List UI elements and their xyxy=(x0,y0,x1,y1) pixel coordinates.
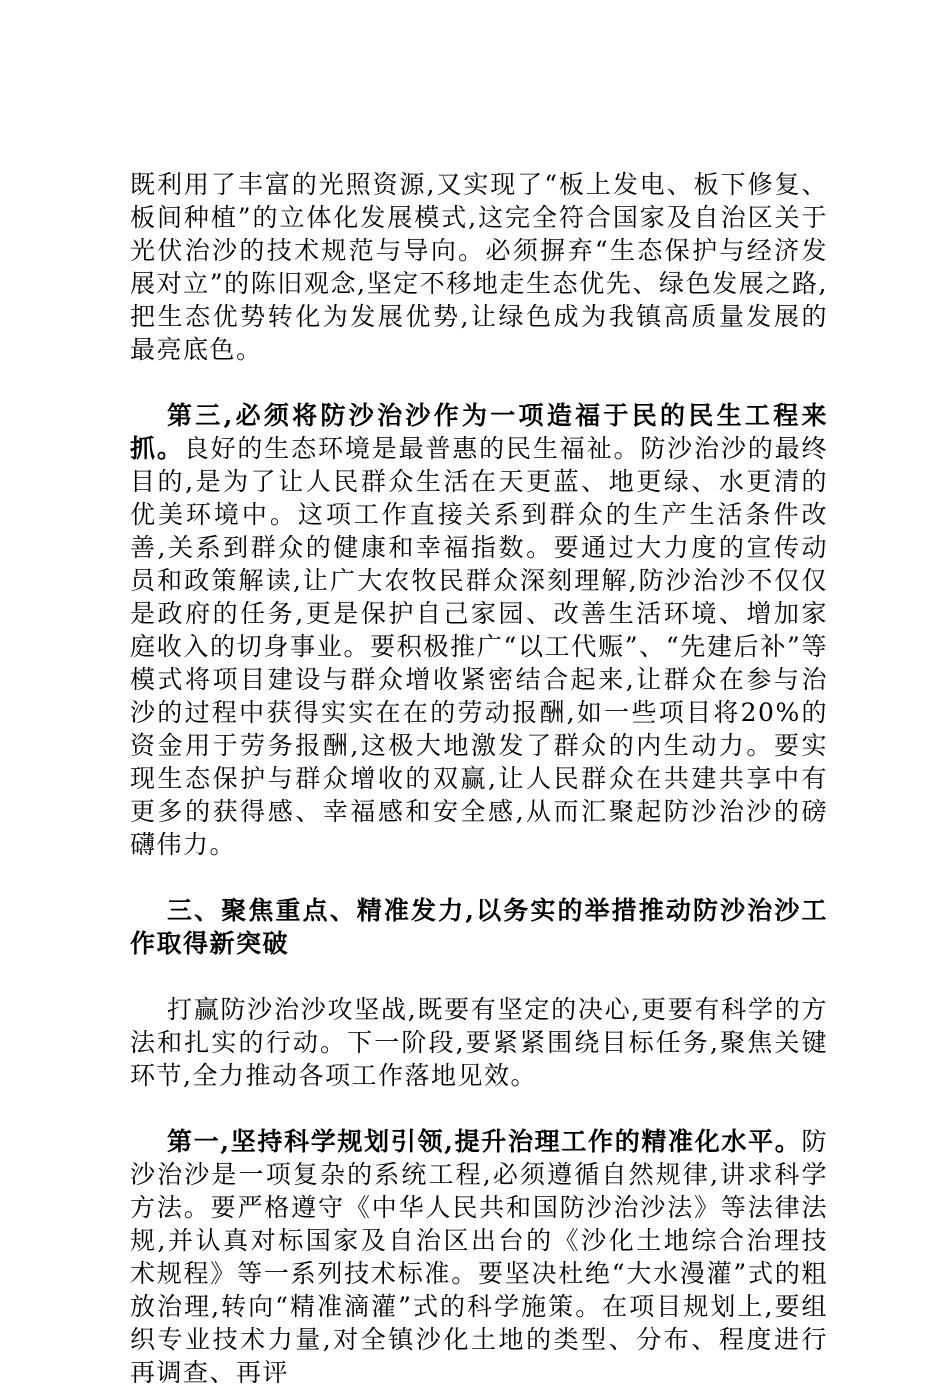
paragraph-body-text: 良好的生态环境是最普惠的民生福祉。防沙治沙的最终目的,是为了让人民群众生活在天更蓝、地更绿、水更清的优美环境中。这项工作直接关系到群众的生产生活条件改善,关系到群众的健康和幸福指数。要通过大力度的宣传动员和政策解读,让广大农牧民群众深刻理解,防沙治沙不仅仅是政府的任务,更是保护自己家园、改善生活环境、增加家庭收入的切身事业。要积极推广“以工代赈”、“先建后补”等模式将项目建设与群众增收紧密结合起来,让群众在参与治沙的过程中获得实实在在的劳动报酬,如一些项目将20%的资金用于劳务报酬,这极大地激发了群众的内生动力。要实现生态保护与群众增收的双赢,让人民群众在共建共享中有更多的获得感、幸福感和安全感,从而汇聚起防沙治沙的磅礴伟力。 xyxy=(130,434,828,859)
paragraph-body-text: 防沙治沙是一项复杂的系统工程,必须遵循自然规律,讲求科学方法。要严格遵守《中华人民共和国防沙治沙法》等法律法规,并认真对标国家及自治区出台的《沙化土地综合治理技术规程》等一系列技术标准。要坚决杜绝“大水漫灌”式的粗放治理,转向“精准滴灌”式的科学施策。在项目规划上,要组织专业技术力量,对全镇沙化土地的类型、分布、程度进行再调查、再评 xyxy=(130,1127,828,1387)
paragraph-lead-sentence: 第三,必须将防沙治沙作为一项造福于民的民生工程来抓。 xyxy=(130,401,828,463)
paragraph-continuation: 既利用了丰富的光照资源,又实现了“板上发电、板下修复、板间种植”的立体化发展模式,这完全符合国家及自治区关于光伏治沙的技术规范与导向。必须摒弃“生态保护与经济发展对立”的陈旧观念,坚定不移地走生态优先、绿色发展之路,把生态优势转化为发展优势,让绿色成为我镇高质量发展的最亮底色。 xyxy=(130,170,828,364)
section-heading-three: 三、聚焦重点、精准发力,以务实的举措推动防沙治沙工作取得新突破 xyxy=(130,896,828,958)
paragraph-lead-sentence: 第一,坚持科学规划引领,提升治理工作的精准化水平。 xyxy=(167,1127,802,1156)
paragraph-first-point xyxy=(130,1125,828,1389)
document-page xyxy=(130,168,828,1389)
paragraph-third-point xyxy=(130,399,828,861)
paragraph-section-intro: 打赢防沙治沙攻坚战,既要有坚定的决心,更要有科学的方法和扎实的行动。下一阶段,要紧紧围绕目标任务,聚焦关键环节,全力推动各项工作落地见效。 xyxy=(130,995,828,1090)
